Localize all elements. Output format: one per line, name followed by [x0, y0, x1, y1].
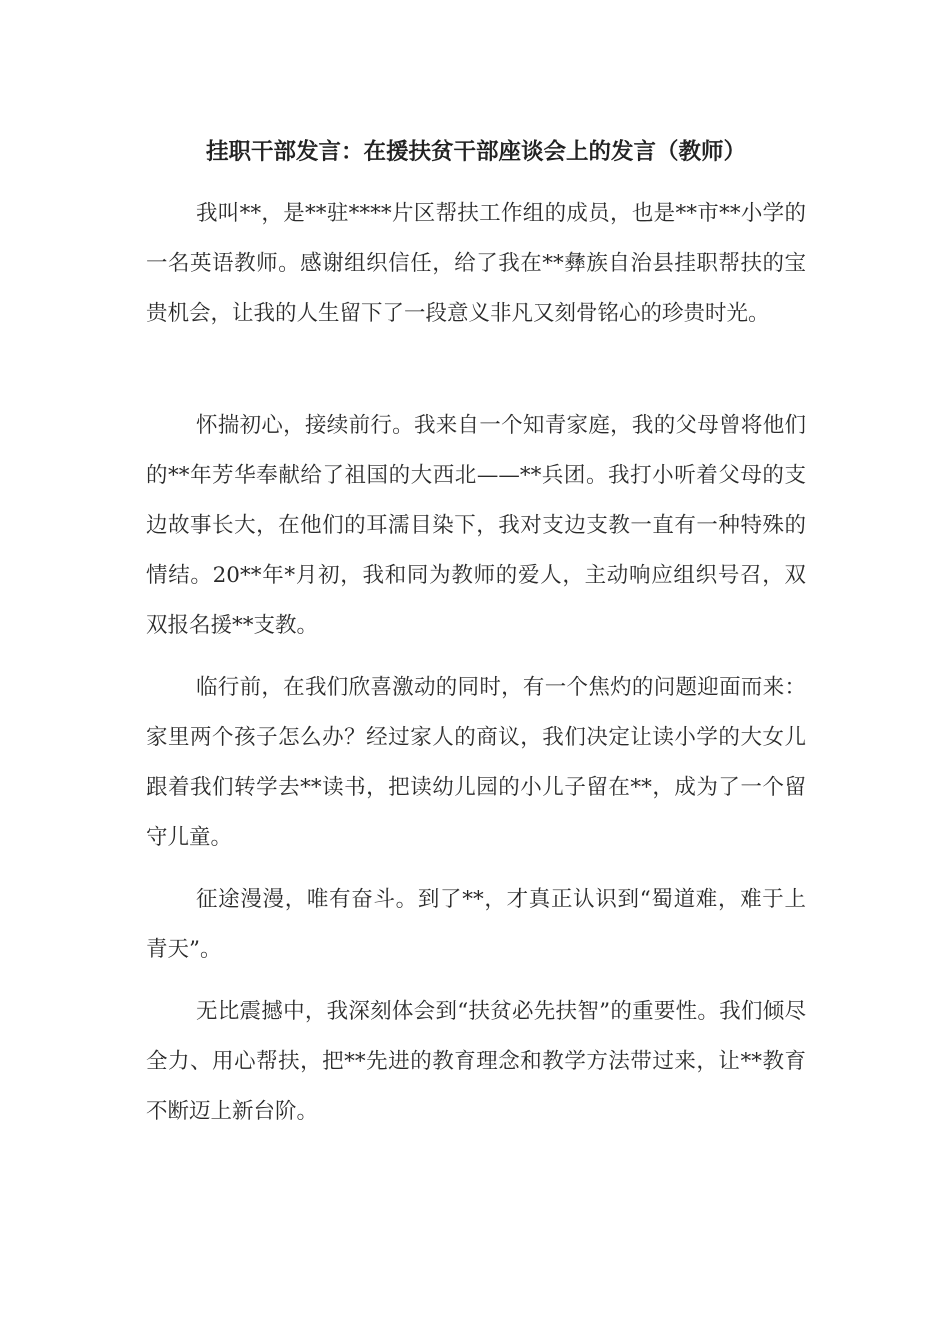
paragraph: 无比震撼中，我深刻体会到“扶贫必先扶智”的重要性。我们倾尽全力、用心帮扶，把**先进的教育理念和教学方法带过来，让**教育不断迈上新台阶。 — [146, 999, 806, 1124]
paragraph: 临行前，在我们欣喜激动的同时，有一个焦灼的问题迎面而来：家里两个孩子怎么办？经过家人的商议，我们决定让读小学的大女儿跟着我们转学去**读书，把读幼儿园的小儿子留在**，成为了一个留守儿童。 — [146, 675, 806, 850]
paragraph: 我叫**，是**驻****片区帮扶工作组的成员，也是**市**小学的一名英语教师。感谢组织信任，给了我在**彝族自治县挂职帮扶的宝贵机会，让我的人生留下了一段意义非凡又刻骨铭心的珍贵时光。 — [146, 201, 806, 326]
document-title: 挂职干部发言：在援扶贫干部座谈会上的发言（教师） — [205, 139, 746, 165]
paragraph: 征途漫漫，唯有奋斗。到了**，才真正认识到“蜀道难，难于上青天”。 — [146, 887, 806, 962]
paragraph: 怀揣初心，接续前行。我来自一个知青家庭，我的父母曾将他们的**年芳华奉献给了祖国的大西北——**兵团。我打小听着父母的支边故事长大，在他们的耳濡目染下，我对支边支教一直有一种特殊的情结。20**年*月初，我和同为教师的爱人，主动响应组织号召，双双报名援**支教。 — [146, 413, 806, 638]
